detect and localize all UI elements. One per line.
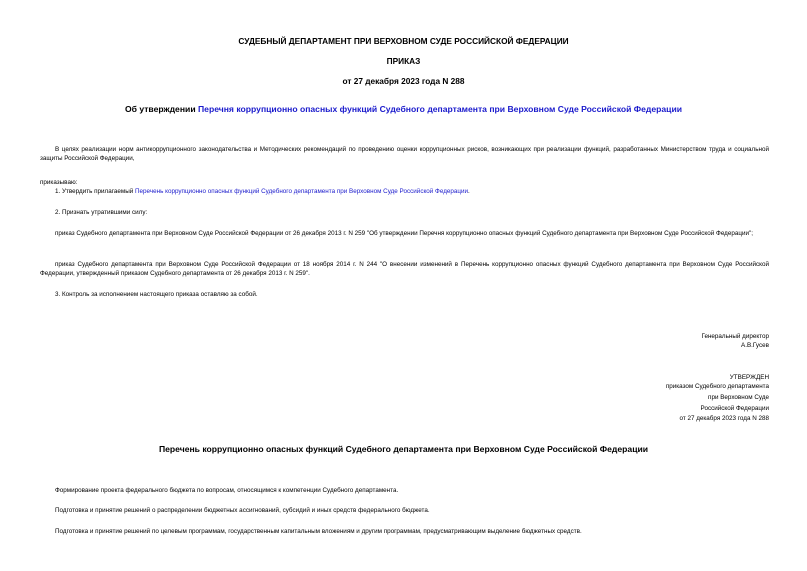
document-date: от 27 декабря 2023 года N 288 — [342, 76, 465, 86]
department-heading: СУДЕБНЫЙ ДЕПАРТАМЕНТ ПРИ ВЕРХОВНОМ СУДЕ РОССИЙСКОЙ ФЕДЕРАЦИИ — [238, 36, 569, 46]
signatory-name: А.В.Гусев — [741, 342, 769, 349]
list-title: Перечень коррупционно опасных функций Судебного департамента при Верховном Суде Российской Федерации — [158, 444, 649, 454]
item-1 — [55, 187, 769, 196]
list-item: Формирование проекта федерального бюджета по вопросам, относящимся к компетенции Судебного департамента. — [55, 487, 399, 494]
approval-line-3: при Верховном Суде — [708, 394, 769, 401]
subject-prefix: Об утверждении — [124, 104, 198, 114]
signatory-position: Генеральный директор — [701, 333, 769, 340]
order-word: приказываю: — [40, 179, 78, 186]
item-2-a: приказ Судебного департамента при Верховном Суде Российской Федерации от 26 декабря 2013 г. N 259 "Об утверждении Перечня коррупционно опасных функций Судебного департамента при Верховном Суде Российской Федерации"; — [55, 230, 753, 237]
item-1-prefix: 1. Утвердить прилагаемый — [55, 188, 136, 195]
item-1-link[interactable]: Перечень коррупционно опасных функций Судебного департамента при Верховном Суде Российской Федерации — [135, 188, 469, 195]
item-3: 3. Контроль за исполнением настоящего приказа оставляю за собой. — [55, 291, 258, 298]
item-2-b: приказ Судебного департамента при Верховном Суде Российской Федерации от 18 ноября 2014 г. N 244 "О внесении изменений в Перечень коррупционно опасных функций Судебного департамента при Верховном Суде Российской Федерации, утвержденный приказом Судебного департамента от 26 декабря 2013 г. N 259". — [40, 261, 769, 277]
document-subject — [0, 104, 807, 115]
intro-paragraph: В целях реализации норм антикоррупционного законодательства и Методических рекомендаций по проведению оценки коррупционных рисков, возникающих при реализации функций, разработанных Министерством труда и социальной защиты Российской Федерации, — [40, 146, 769, 162]
approval-line-2: приказом Судебного департамента — [665, 383, 769, 390]
approval-line-4: Российской Федерации — [700, 405, 769, 412]
list-item: Подготовка и принятие решений по целевым программам, государственным капитальным вложениям и другим программам, предусматривающим выделение бюджетных средств. — [55, 528, 582, 535]
approval-line-1: УТВЕРЖДЕН — [729, 374, 769, 381]
item-2: 2. Признать утратившими силу: — [55, 209, 148, 216]
document-type: ПРИКАЗ — [386, 56, 421, 66]
approval-line-5: от 27 декабря 2023 года N 288 — [679, 415, 769, 422]
subject-link[interactable]: Перечня коррупционно опасных функций Судебного департамента при Верховном Суде Российской Федерации — [197, 104, 683, 114]
item-1-suffix: . — [468, 188, 470, 195]
list-item: Подготовка и принятие решений о распределении бюджетных ассигнований, субсидий и иных средств федерального бюджета. — [55, 507, 430, 514]
